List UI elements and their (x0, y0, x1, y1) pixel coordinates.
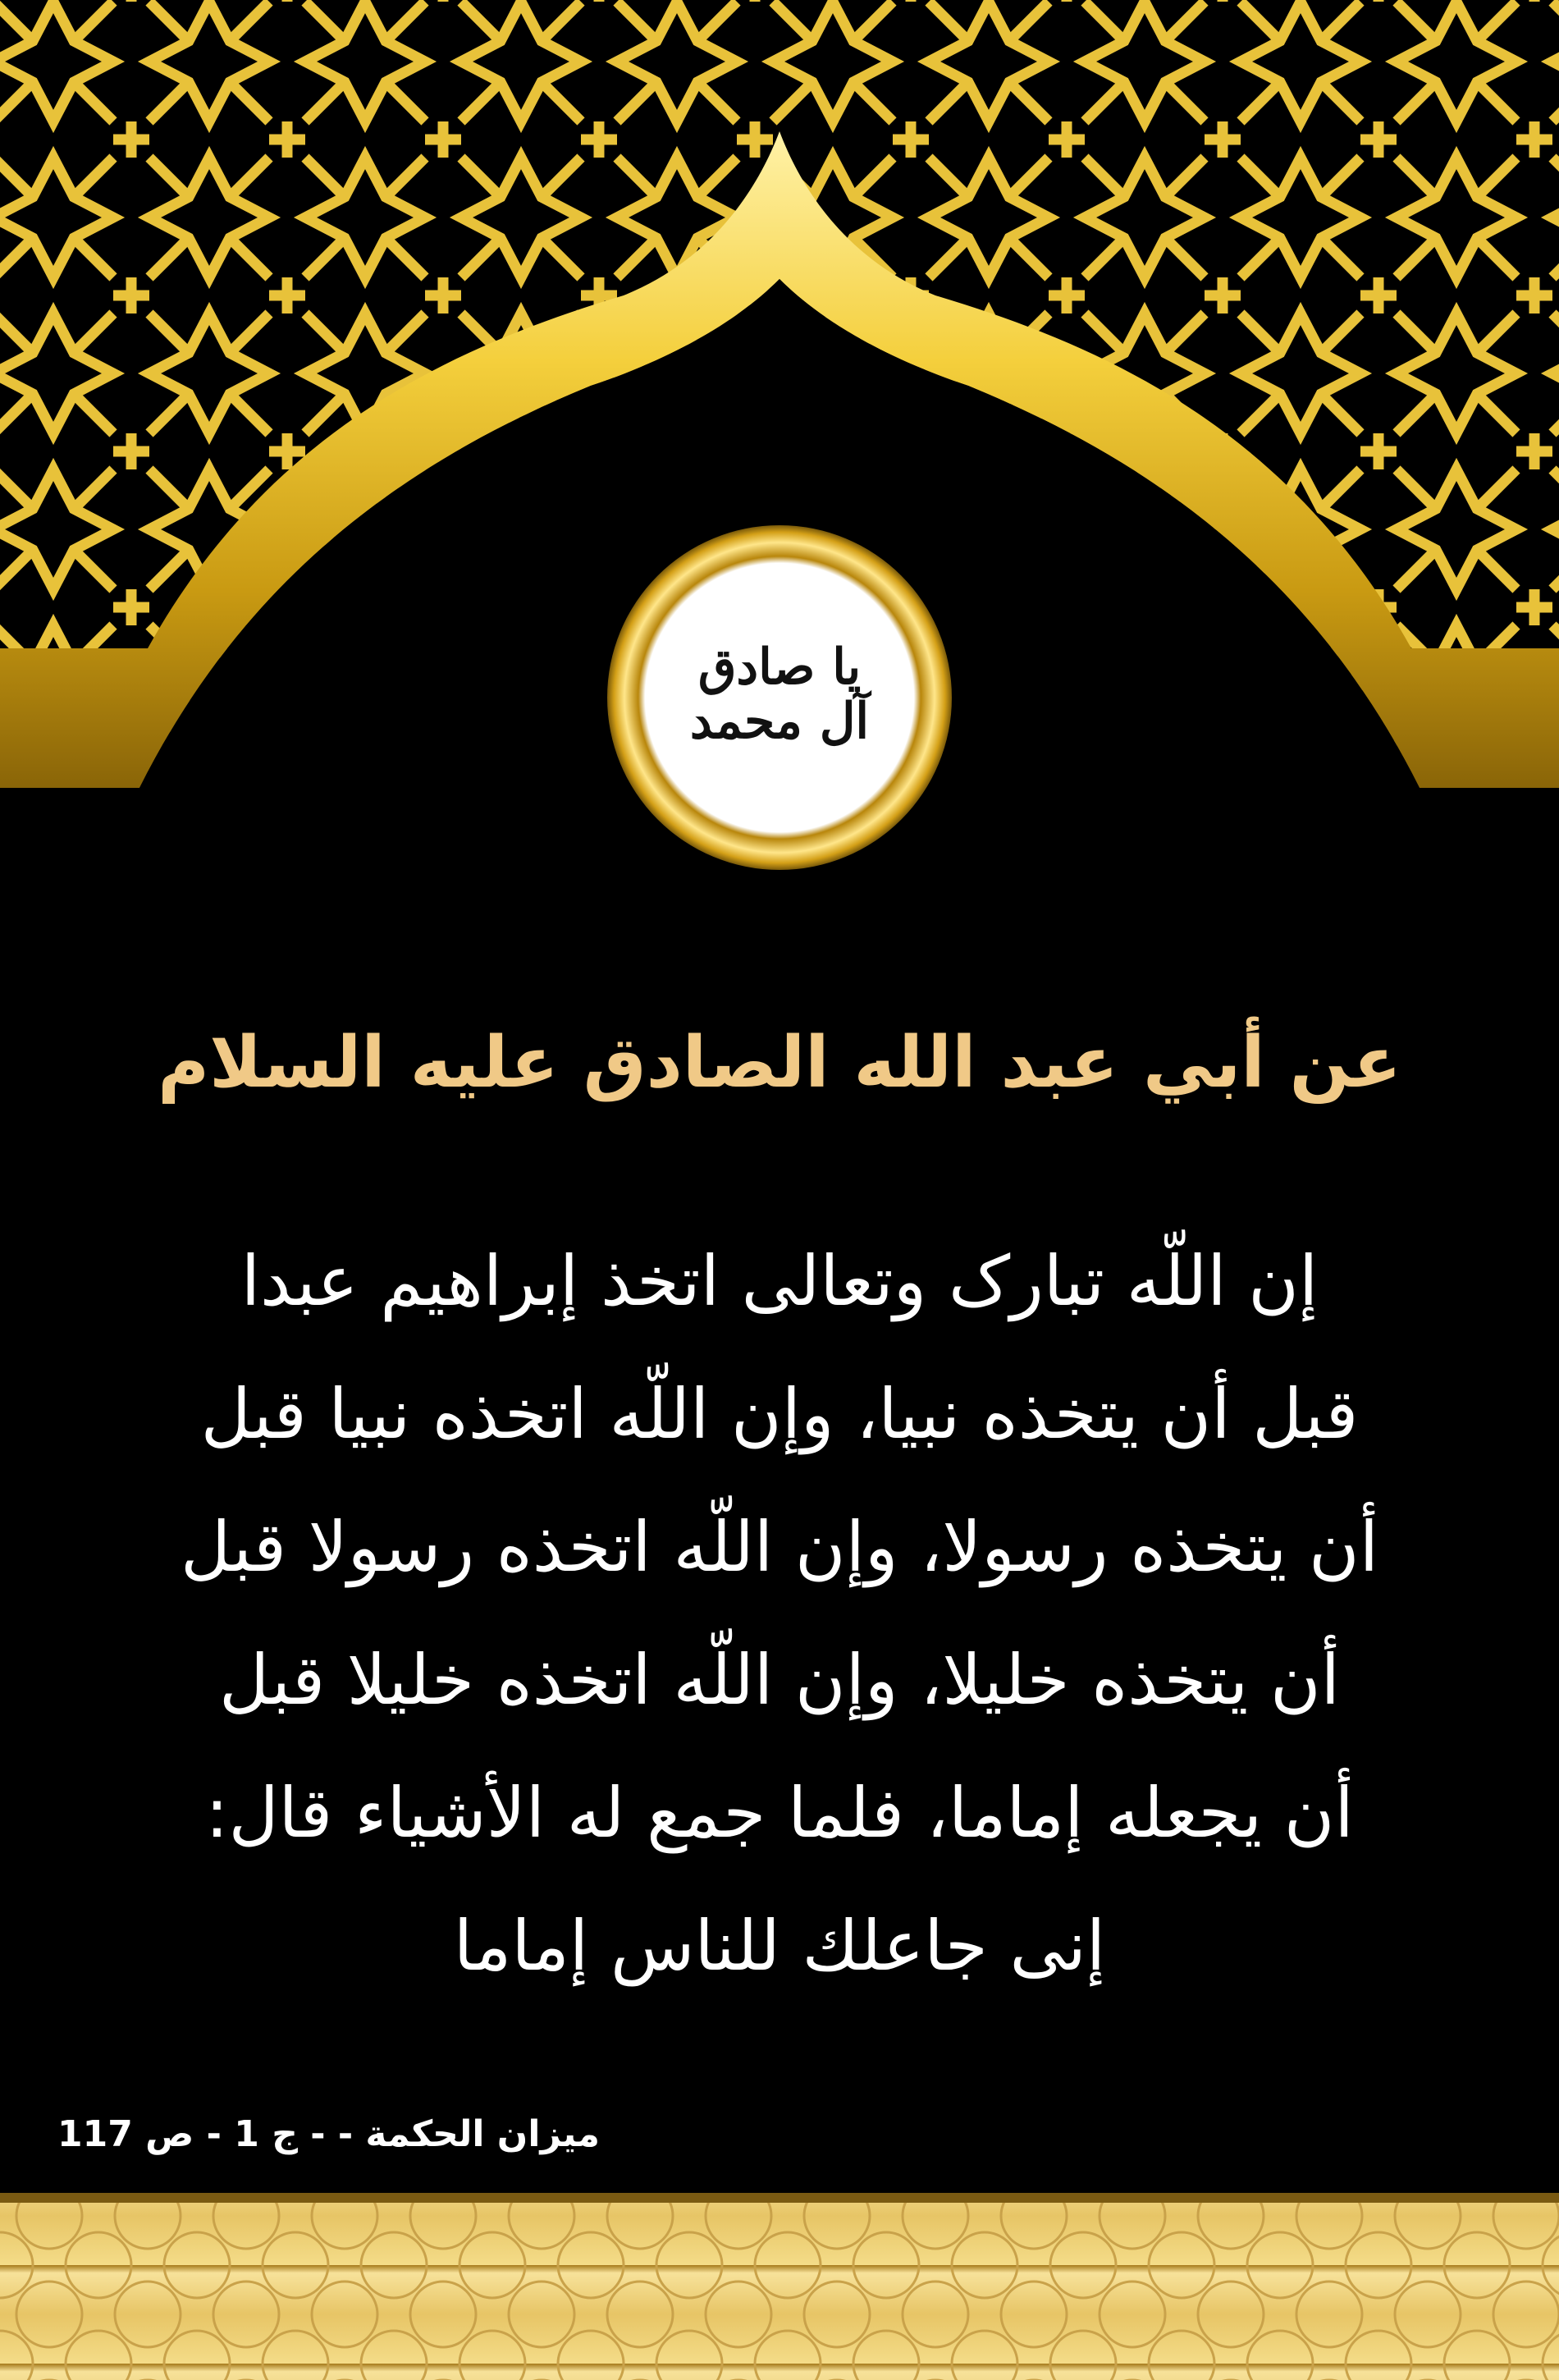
quote-line: أن يتخذه رسولا، وإن اللّه اتخذه رسولا قبل (180, 1507, 1379, 1587)
quote-line: أن يجعله إماما، فلما جمع له الأشياء قال: (205, 1773, 1354, 1853)
quote-line: قبل أن يتخذه نبيا، وإن اللّه اتخذه نبيا قبل (200, 1374, 1359, 1454)
quote-line: إنى جاعلك للناس إماما (453, 1906, 1106, 1986)
quote-line: إن اللّه تبارک وتعالى اتخذ إبراهيم عبدا (240, 1241, 1319, 1321)
source-citation: ميزان الحكمة - - ج 1 - ص 117 (57, 2113, 601, 2155)
emblem-calligraphy: يا صادق آل محمد (689, 638, 870, 750)
hadith-text (90, 1215, 1469, 2012)
narrator-heading: عن أبي عبد الله الصادق عليه السلام (158, 1022, 1401, 1104)
quote-line: أن يتخذه خليلا، وإن اللّه اتخذه خليلا قبل (218, 1640, 1341, 1720)
